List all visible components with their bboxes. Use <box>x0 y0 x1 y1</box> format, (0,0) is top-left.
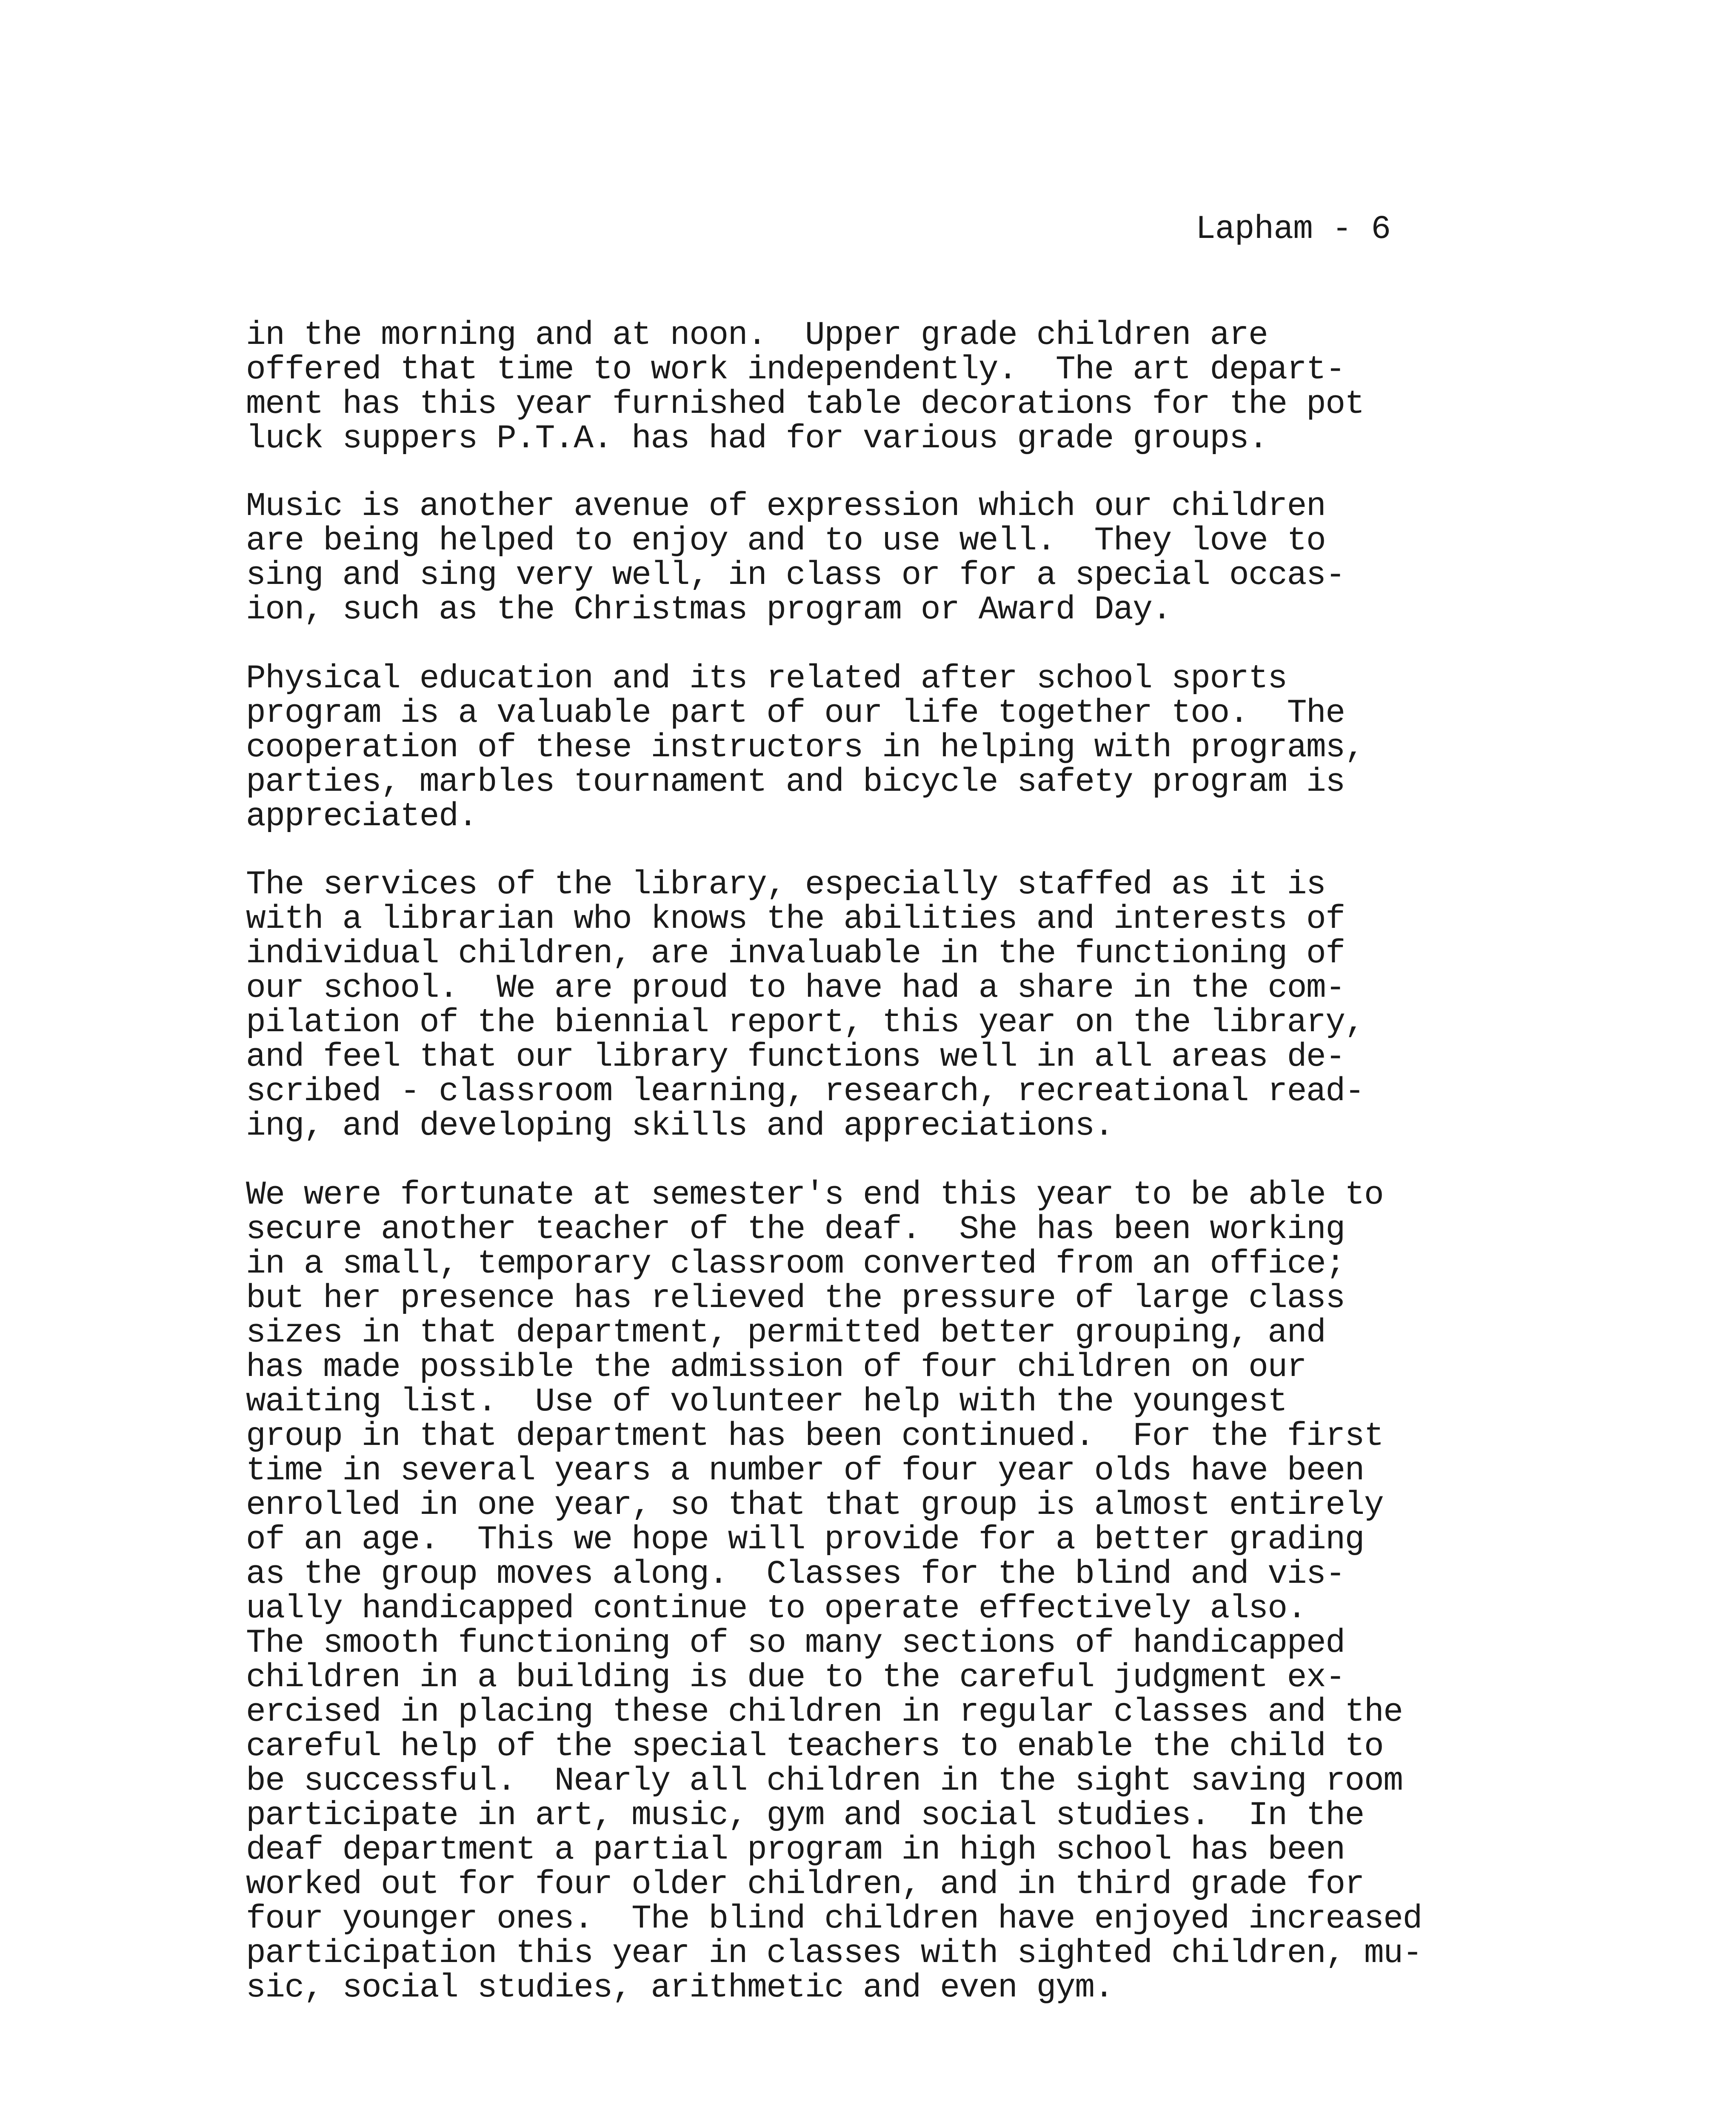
text-line: ment has this year furnished table decorations for the pot <box>246 386 1364 423</box>
text-line: participate in art, music, gym and social studies. In the <box>246 1797 1364 1834</box>
text-line: appreciated. <box>246 798 477 835</box>
text-line: worked out for four older children, and in third grade for <box>246 1866 1364 1903</box>
text-line: Physical education and its related after school sports <box>246 660 1287 698</box>
paragraph-physical-education <box>246 662 1608 834</box>
text-line: offered that time to work independently. The art depart- <box>246 351 1345 389</box>
text-line: but her presence has relieved the pressure of large class <box>246 1280 1345 1317</box>
text-line: sizes in that department, permitted better grouping, and <box>246 1314 1326 1352</box>
text-line: Music is another avenue of expression which our children <box>246 488 1326 525</box>
text-line: participation this year in classes with sighted children, mu- <box>246 1935 1422 1972</box>
text-line: careful help of the special teachers to enable the child to <box>246 1728 1384 1765</box>
text-line: children in a building is due to the careful judgment ex- <box>246 1659 1345 1696</box>
text-line: secure another teacher of the deaf. She has been working <box>246 1211 1345 1248</box>
text-line: in a small, temporary classroom converted from an office; <box>246 1245 1345 1283</box>
text-line: are being helped to enjoy and to use well. They love to <box>246 522 1326 560</box>
text-line: The smooth functioning of so many sections of handicapped <box>246 1625 1345 1662</box>
text-line: deaf department a partial program in high school has been <box>246 1831 1345 1869</box>
text-line: We were fortunate at semester's end this year to be able to <box>246 1176 1384 1214</box>
text-line: with a librarian who knows the abilities and interests of <box>246 901 1345 938</box>
page-header: Lapham - 6 <box>1196 211 1391 248</box>
text-line: ion, such as the Christmas program or Award Day. <box>246 591 1171 629</box>
text-line: cooperation of these instructors in helping with programs, <box>246 729 1364 767</box>
text-line: pilation of the biennial report, this year on the library, <box>246 1004 1364 1041</box>
text-line: as the group moves along. Classes for the blind and vis- <box>246 1556 1345 1593</box>
text-line: ually handicapped continue to operate effectively also. <box>246 1590 1306 1627</box>
text-line: in the morning and at noon. Upper grade children are <box>246 317 1268 354</box>
text-line: ercised in placing these children in regular classes and the <box>246 1693 1403 1731</box>
text-line: waiting list. Use of volunteer help with the youngest <box>246 1383 1287 1421</box>
text-line: of an age. This we hope will provide for a better grading <box>246 1521 1364 1559</box>
paragraph-deaf-and-blind-classes <box>246 1178 1608 2005</box>
text-line: our school. We are proud to have had a share in the com- <box>246 970 1345 1007</box>
text-line: be successful. Nearly all children in the sight saving room <box>246 1762 1403 1800</box>
text-line: sing and sing very well, in class or for a special occas- <box>246 557 1345 594</box>
text-line: sic, social studies, arithmetic and even gym. <box>246 1969 1114 2007</box>
text-line: program is a valuable part of our life together too. The <box>246 695 1345 732</box>
paragraph-library <box>246 868 1608 1144</box>
body-text <box>246 318 1608 2005</box>
text-line: luck suppers P.T.A. has had for various grade groups. <box>246 420 1268 458</box>
text-line: group in that department has been continued. For the first <box>246 1418 1384 1455</box>
text-line: has made possible the admission of four children on our <box>246 1349 1306 1386</box>
text-line: four younger ones. The blind children have enjoyed increased <box>246 1900 1422 1938</box>
text-line: parties, marbles tournament and bicycle safety program is <box>246 764 1345 801</box>
text-line: individual children, are invaluable in the functioning of <box>246 935 1345 972</box>
text-line: The services of the library, especially staffed as it is <box>246 866 1326 904</box>
text-line: time in several years a number of four year olds have been <box>246 1452 1364 1490</box>
paragraph-music <box>246 489 1608 627</box>
text-line: and feel that our library functions well in all areas de- <box>246 1038 1345 1076</box>
text-line: scribed - classroom learning, research, recreational read- <box>246 1073 1364 1110</box>
text-line: ing, and developing skills and appreciations. <box>246 1107 1114 1145</box>
text-line: enrolled in one year, so that that group is almost entirely <box>246 1487 1384 1524</box>
paragraph-art-department <box>246 318 1608 456</box>
